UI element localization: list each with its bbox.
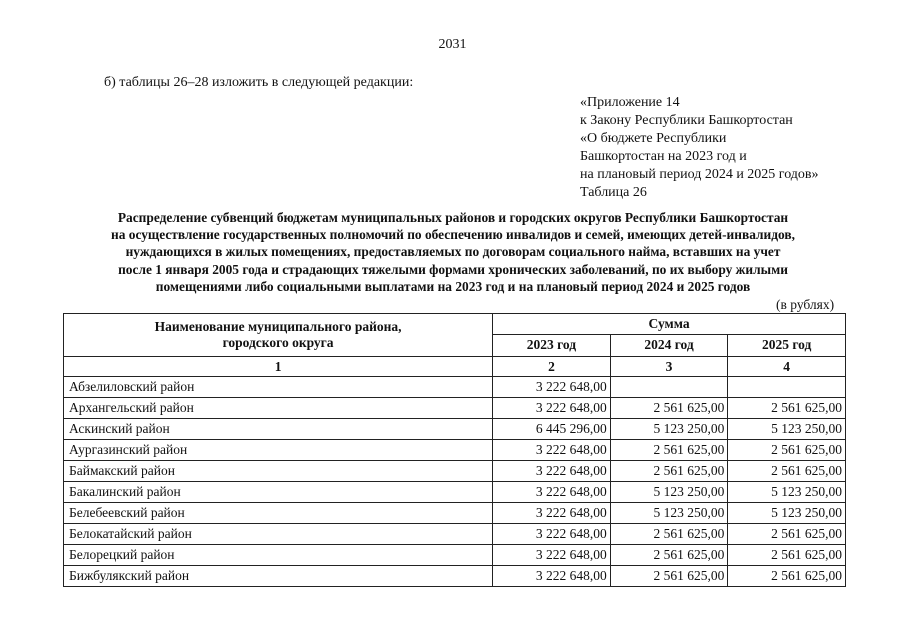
column-number: 4 [728,357,846,377]
amount-2025 [728,377,846,398]
appendix-line: на плановый период 2024 и 2025 годов» [580,167,819,182]
table-row [64,398,846,419]
table-row [64,377,846,398]
amount-2025: 5 123 250,00 [728,419,846,440]
amount-2023: 3 222 648,00 [493,503,611,524]
amount-2024: 2 561 625,00 [610,545,728,566]
district-name: Архангельский район [64,398,493,419]
table-number: Таблица 26 [580,185,647,200]
header-name: Наименование муниципального района, городского округа [64,314,493,357]
amount-2024: 2 561 625,00 [610,440,728,461]
district-name: Белокатайский район [64,524,493,545]
amount-2023: 3 222 648,00 [493,440,611,461]
document-title [60,209,846,295]
amount-2023: 6 445 296,00 [493,419,611,440]
amount-2025: 5 123 250,00 [728,503,846,524]
column-number: 1 [64,357,493,377]
amount-2023: 3 222 648,00 [493,524,611,545]
district-name: Бакалинский район [64,482,493,503]
title-line: после 1 января 2005 года и страдающих тяжелыми формами хронических заболеваний, по их выбору жилыми [118,261,788,277]
title-line: Распределение субвенций бюджетам муниципальных районов и городских округов Республики Башкортостан [117,210,789,225]
column-number: 3 [610,357,728,377]
amount-2024: 5 123 250,00 [610,419,728,440]
table-row [64,419,846,440]
amount-2023: 3 222 648,00 [493,482,611,503]
table-row [64,545,846,566]
district-name: Бижбулякский район [64,566,493,587]
amount-2023: 3 222 648,00 [493,566,611,587]
amount-2024: 5 123 250,00 [610,482,728,503]
header-year-2025: 2025 год [728,334,846,356]
table-row [64,461,846,482]
district-name: Белебеевский район [64,503,493,524]
units-label: (в рублях) [776,297,835,312]
amount-2023: 3 222 648,00 [493,461,611,482]
table-row [64,440,846,461]
header-year-2024: 2024 год [610,334,728,356]
header-year-2023: 2023 год [493,334,611,356]
district-name: Белорецкий район [64,545,493,566]
amount-2025: 2 561 625,00 [728,440,846,461]
amount-2023: 3 222 648,00 [493,545,611,566]
amount-2024: 2 561 625,00 [610,398,728,419]
page-number: 2031 [438,37,467,52]
intro-text: б) таблицы 26–28 изложить в следующей редакции: [104,75,414,90]
amount-2025: 5 123 250,00 [728,482,846,503]
amount-2023: 3 222 648,00 [493,398,611,419]
appendix-line: «Приложение 14 [580,95,680,110]
amount-2025: 2 561 625,00 [728,545,846,566]
amount-2023: 3 222 648,00 [493,377,611,398]
appendix-line: Башкортостан на 2023 год и [580,149,747,164]
appendix-line: «О бюджете Республики [580,131,727,146]
table-row [64,503,846,524]
title-line: на осуществление государственных полномочий по обеспечению инвалидов и семей, имеющих детей-инвалидов, [111,227,795,243]
amount-2025: 2 561 625,00 [728,398,846,419]
column-number: 2 [493,357,611,377]
table-row [64,566,846,587]
table-row [64,524,846,545]
district-name: Аскинский район [64,419,493,440]
district-name: Баймакский район [64,461,493,482]
appendix-reference [580,94,819,202]
title-line: помещениями либо социальными выплатами на 2023 год и на плановый период 2024 и 2025 годов [155,278,751,294]
amount-2024: 5 123 250,00 [610,503,728,524]
table-row [64,482,846,503]
header-sum: Сумма [493,314,846,335]
amount-2024 [610,377,728,398]
appendix-line: к Закону Республики Башкортостан [580,113,793,128]
amount-2025: 2 561 625,00 [728,524,846,545]
amount-2024: 2 561 625,00 [610,461,728,482]
amount-2025: 2 561 625,00 [728,566,846,587]
district-name: Абзелиловский район [64,377,493,398]
amount-2024: 2 561 625,00 [610,524,728,545]
subventions-table [63,313,846,587]
amount-2025: 2 561 625,00 [728,461,846,482]
title-line: нуждающихся в жилых помещениях, предоставляемых по договорам социального найма, вставших на учет [125,244,781,260]
amount-2024: 2 561 625,00 [610,566,728,587]
district-name: Аургазинский район [64,440,493,461]
